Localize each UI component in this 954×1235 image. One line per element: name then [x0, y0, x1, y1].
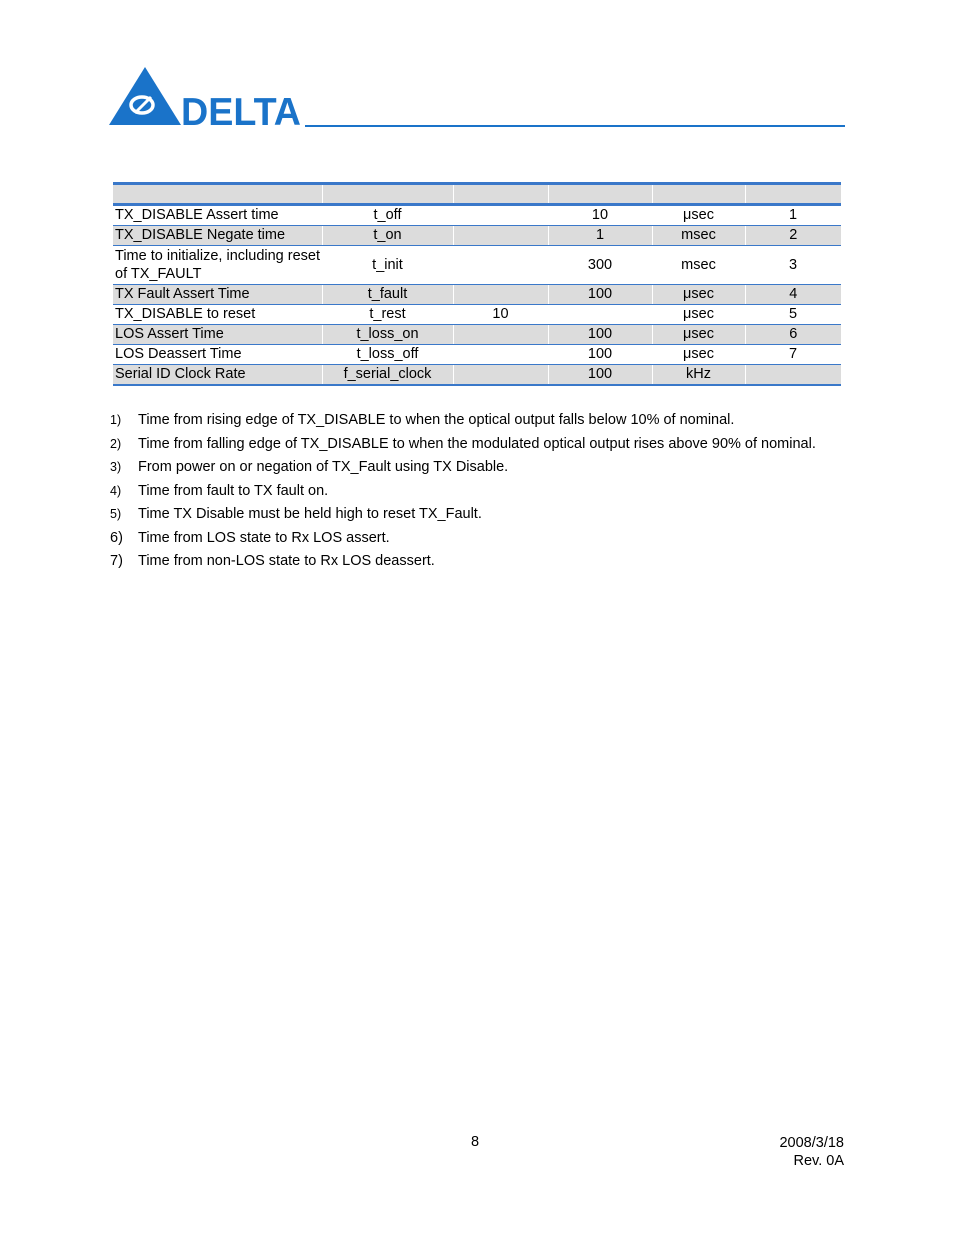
cell-unit: μsec: [652, 285, 745, 305]
footer-revision: Rev. 0A: [793, 1153, 844, 1169]
footer-date-rev: [779, 1134, 844, 1170]
note-number: 4): [110, 483, 122, 498]
note-number: 1): [110, 413, 122, 427]
cell-param: TX_DISABLE Assert time: [113, 205, 322, 226]
cell-param: TX_DISABLE to reset: [113, 305, 322, 325]
cell-unit: kHz: [652, 365, 745, 386]
cell-max: 1: [548, 226, 652, 246]
cell-min: [453, 345, 548, 365]
note-text: Time from non-LOS state to Rx LOS deassert.: [138, 553, 435, 569]
cell-min: [453, 205, 548, 226]
cell-max: 100: [548, 365, 652, 386]
cell-note: 4: [745, 285, 841, 305]
cell-param: Time to initialize, including reset of TX_FAULT: [113, 246, 322, 285]
cell-max: 10: [548, 205, 652, 226]
cell-symbol: f_serial_clock: [322, 365, 453, 386]
brand-wordmark: DELTA: [181, 91, 301, 127]
header-rule: [305, 125, 845, 127]
cell-symbol: t_fault: [322, 285, 453, 305]
cell-note: 2: [745, 226, 841, 246]
cell-param: Serial ID Clock Rate: [113, 365, 322, 386]
cell-param: TX_DISABLE Negate time: [113, 226, 322, 246]
cell-note: 5: [745, 305, 841, 325]
note-number: 2): [110, 436, 122, 451]
cell-unit: μsec: [652, 345, 745, 365]
cell-max: [548, 305, 652, 325]
cell-param: LOS Assert Time: [113, 325, 322, 345]
note-item: [110, 527, 844, 551]
table-row: [113, 325, 841, 345]
cell-symbol: t_loss_off: [322, 345, 453, 365]
table-body: [113, 205, 841, 386]
note-item: [110, 503, 844, 527]
table-row: [113, 305, 841, 325]
table-row: [113, 205, 841, 226]
cell-unit: msec: [652, 226, 745, 246]
cell-note: 7: [745, 345, 841, 365]
cell-symbol: t_init: [322, 246, 453, 285]
table-row: [113, 226, 841, 246]
cell-param: TX Fault Assert Time: [113, 285, 322, 305]
cell-max: 300: [548, 246, 652, 285]
cell-note: 3: [745, 246, 841, 285]
note-number: 5): [110, 507, 122, 521]
note-item: [110, 480, 844, 504]
cell-min: [453, 365, 548, 386]
note-text: Time from rising edge of TX_DISABLE to when the optical output falls below 10% of nominal.: [138, 412, 735, 428]
cell-min: [453, 325, 548, 345]
cell-min: 10: [453, 305, 548, 325]
table-row: [113, 365, 841, 386]
note-item: [110, 409, 844, 433]
note-text: From power on or negation of TX_Fault using TX Disable.: [138, 459, 509, 475]
cell-max: 100: [548, 345, 652, 365]
table-row: [113, 285, 841, 305]
cell-min: [453, 246, 548, 285]
timing-spec-table: [113, 182, 841, 386]
note-text: Time from falling edge of TX_DISABLE to when the modulated optical output rises above 90% of nominal.: [138, 435, 816, 452]
page-number: 8: [470, 1134, 480, 1150]
cell-symbol: t_loss_on: [322, 325, 453, 345]
cell-note: 1: [745, 205, 841, 226]
note-text: Time from fault to TX fault on.: [138, 482, 329, 499]
table-row: [113, 246, 841, 285]
cell-unit: msec: [652, 246, 745, 285]
note-item: [110, 456, 844, 480]
cell-unit: μsec: [652, 325, 745, 345]
cell-symbol: t_on: [322, 226, 453, 246]
cell-symbol: t_rest: [322, 305, 453, 325]
cell-note: 6: [745, 325, 841, 345]
note-text: Time TX Disable must be held high to reset TX_Fault.: [138, 506, 482, 522]
note-number: 6): [110, 529, 123, 546]
cell-unit: μsec: [652, 205, 745, 226]
cell-symbol: t_off: [322, 205, 453, 226]
cell-max: 100: [548, 325, 652, 345]
notes-list: [110, 409, 844, 574]
cell-note: [745, 365, 841, 386]
cell-min: [453, 226, 548, 246]
cell-max: 100: [548, 285, 652, 305]
footer-date: 2008/3/18: [779, 1135, 844, 1151]
cell-param: LOS Deassert Time: [113, 345, 322, 365]
table-row: [113, 345, 841, 365]
note-number: 3): [110, 460, 122, 474]
note-item: [110, 433, 844, 457]
delta-logo: [109, 67, 304, 127]
table-header-row: [113, 184, 841, 205]
note-text: Time from LOS state to Rx LOS assert.: [138, 529, 390, 546]
cell-min: [453, 285, 548, 305]
note-number: 7): [110, 553, 123, 569]
cell-unit: μsec: [652, 305, 745, 325]
note-item: [110, 550, 844, 574]
